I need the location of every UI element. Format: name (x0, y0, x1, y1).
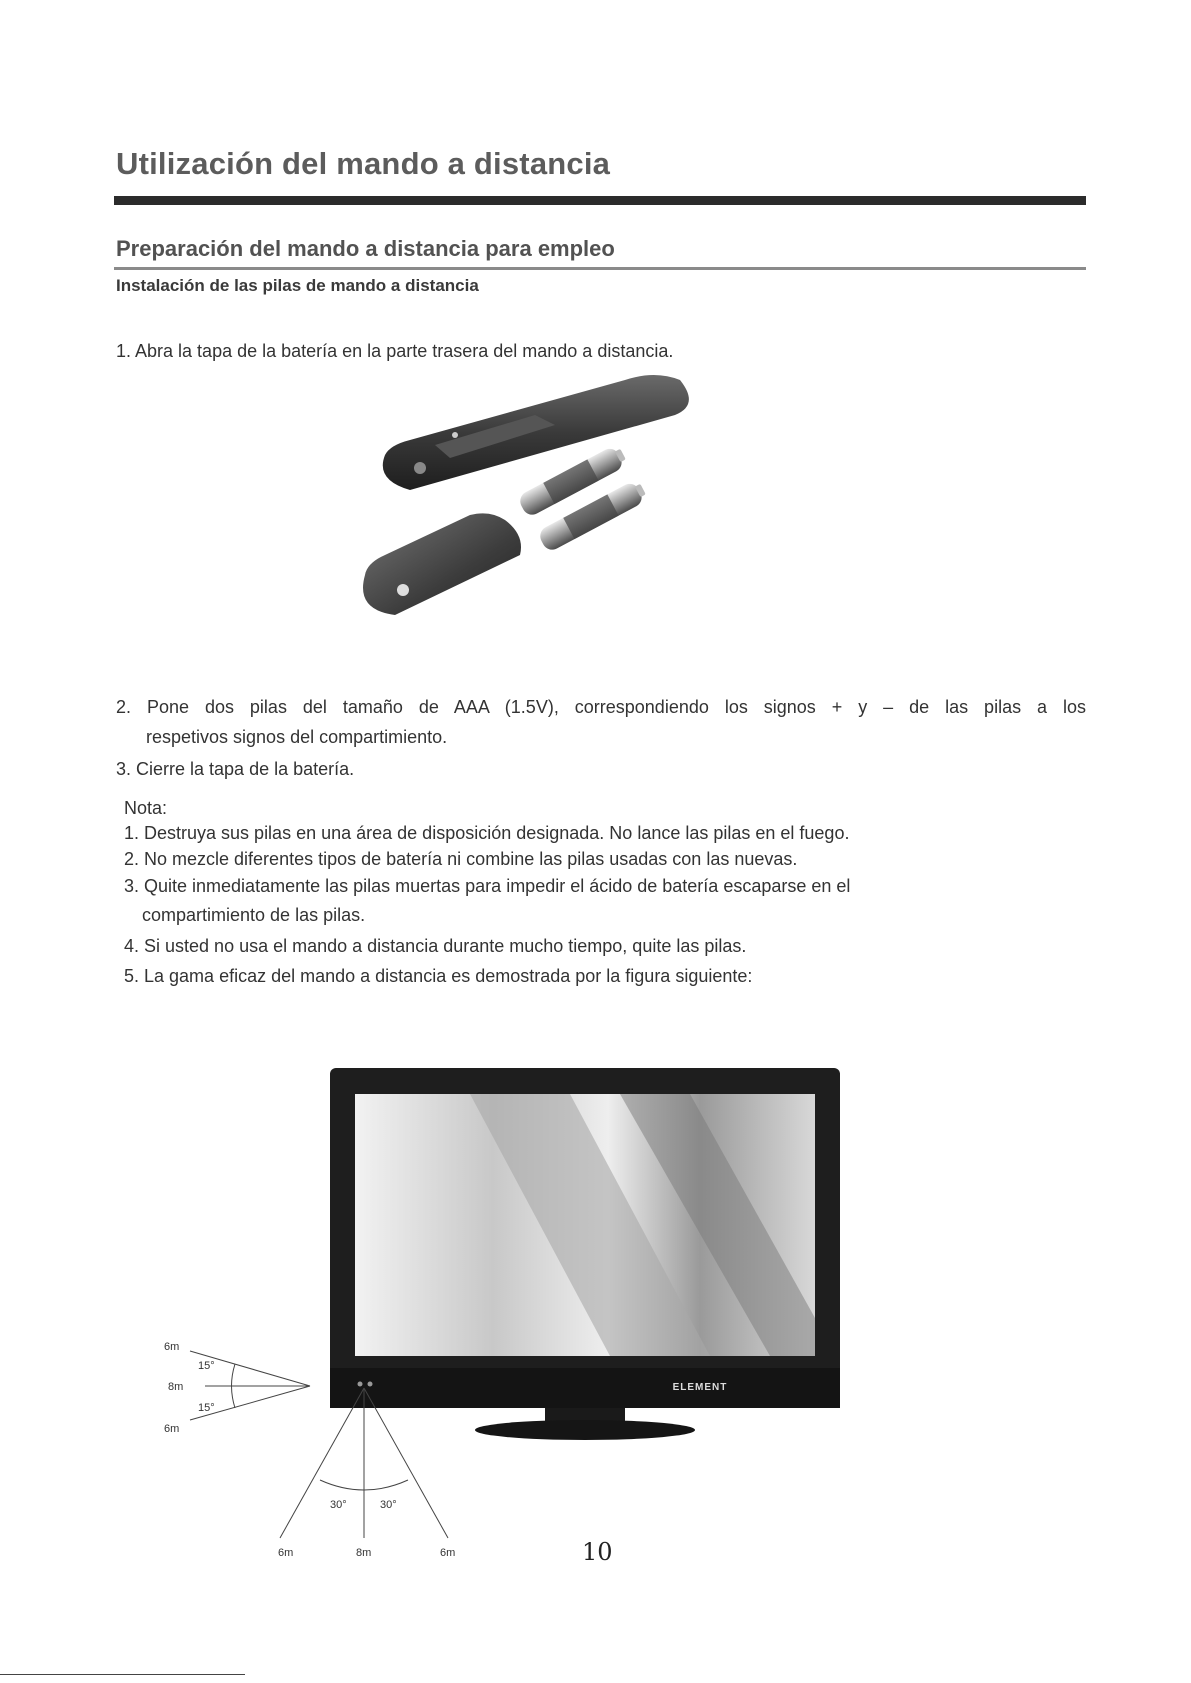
page-number: 10 (582, 1538, 613, 1566)
remote-range-diagram (150, 1068, 850, 1568)
bottom-angle-left: 30° (330, 1499, 347, 1511)
note-label: Nota: (124, 798, 168, 818)
television (330, 1068, 840, 1440)
note-1: 1. Destruya sus pilas en una área de disposición designada. No lance las pilas en el fuego. (124, 823, 850, 843)
side-label-middle: 8m (168, 1381, 184, 1393)
step-1: 1. Abra la tapa de la batería en la parte trasera del mando a distancia. (116, 341, 674, 361)
vertical-range-lines (280, 1388, 448, 1538)
step-3: 3. Cierre la tapa de la batería. (116, 759, 355, 779)
battery-cover (363, 513, 521, 615)
bottom-label-middle: 8m (356, 1547, 372, 1559)
section-rule (114, 267, 1086, 270)
remote-body (383, 375, 689, 490)
remote-battery-illustration (355, 360, 715, 660)
side-angle-bottom: 15° (198, 1402, 215, 1414)
subsection-heading: Instalación de las pilas de mando a distancia (116, 276, 479, 295)
aaa-batteries (517, 443, 649, 553)
page-title: Utilización del mando a distancia (116, 146, 611, 181)
bottom-label-left: 6m (278, 1547, 294, 1559)
note-3-continued: compartimiento de las pilas. (142, 905, 366, 925)
footer-rule (0, 1674, 245, 1675)
side-angle-top: 15° (198, 1360, 215, 1372)
title-rule (114, 196, 1086, 205)
side-label-top: 6m (164, 1341, 180, 1353)
step-2: 2. Pone dos pilas del tamaño de AAA (1.5V), correspondiendo los signos + y – de las pilas a los (116, 697, 1086, 717)
note-3: 3. Quite inmediatamente las pilas muertas para impedir el ácido de batería escaparse en el (124, 876, 851, 896)
note-4: 4. Si usted no usa el mando a distancia durante mucho tiempo, quite las pilas. (124, 936, 747, 956)
note-5: 5. La gama eficaz del mando a distancia es demostrada por la figura siguiente: (124, 966, 753, 986)
step-2-continued: respetivos signos del compartimiento. (146, 727, 448, 747)
note-2: 2. No mezcle diferentes tipos de batería ni combine las pilas usadas con las nuevas. (124, 849, 798, 869)
side-label-bottom: 6m (164, 1423, 180, 1435)
bottom-angle-right: 30° (380, 1499, 397, 1511)
section-heading: Preparación del mando a distancia para empleo (116, 236, 615, 261)
tv-brand-logo: ELEMENT (672, 1382, 728, 1393)
bottom-label-right: 6m (440, 1547, 456, 1559)
